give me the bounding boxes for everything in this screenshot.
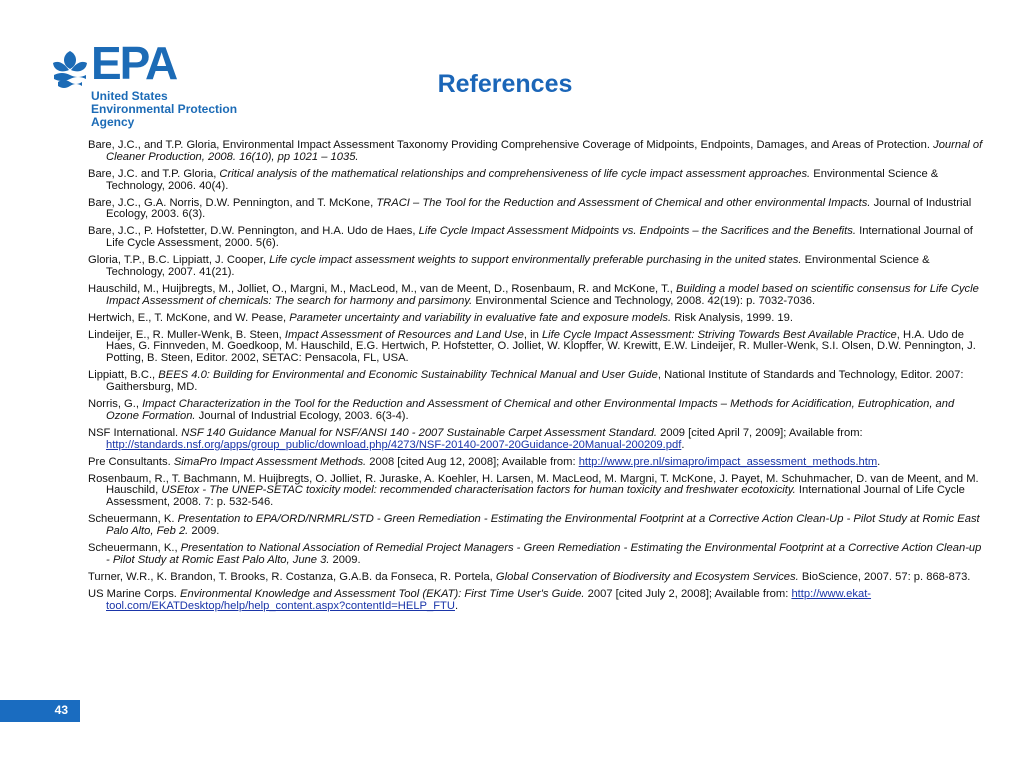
reference-item xyxy=(88,169,988,193)
reference-text: 2009. xyxy=(329,553,361,566)
reference-text: . xyxy=(681,438,685,451)
reference-item xyxy=(88,370,988,394)
reference-text: 2008 [cited Aug 12, 2008]; Available from: xyxy=(366,455,579,468)
reference-text: Bare, J.C., and T.P. Gloria, Environmental Impact Assessment Taxonomy Providing Comprehensive Coverage of Midpoints, Endpoints, Damages, and Areas of Protection. xyxy=(88,139,934,151)
reference-text: Bare, J.C., P. Hofstetter, D.W. Pennington, and H.A. Udo de Haes, xyxy=(88,225,419,238)
reference-title: Global Conservation of Biodiversity and Ecosystem Services. xyxy=(495,570,799,583)
reference-title: Presentation to EPA/ORD/NRMRL/STD - Green Remediation - Estimating the Environmental Footprint at a Corrective Action Clean-Up - Pilot Study at Romic East Palo Alto, Feb 2. xyxy=(106,513,980,537)
reference-title: Life Cycle Impact Assessment: Striving Towards Best Available Practice xyxy=(541,328,897,341)
reference-title: Life cycle impact assessment weights to support environmentally preferable purchasing in the united states. xyxy=(269,254,802,267)
reference-item xyxy=(88,589,988,613)
reference-link[interactable]: http://standards.nsf.org/apps/group_public/download.php/4273/NSF-20140-2007-20Guidance-20Manual-200209.pdf xyxy=(106,438,682,451)
reference-text: Pre Consultants. xyxy=(88,455,174,468)
reference-item xyxy=(88,255,988,279)
reference-text: , National Institute of Standards and Technology, Editor. 2007: Gaithersburg, MD. xyxy=(106,369,964,394)
reference-text: Lippiatt, B.C., xyxy=(88,369,159,382)
reference-title: Life Cycle Impact Assessment Midpoints vs. Endpoints – the Sacrifices and the Benefits. xyxy=(418,225,856,238)
reference-item xyxy=(88,198,988,222)
reference-item xyxy=(88,572,988,584)
reference-text: 2009 [cited April 7, 2009]; Available from: xyxy=(657,426,863,439)
reference-title: USEtox - The UNEP-SETAC toxicity model: recommended characterisation factors for human toxicity and freshwater ecotoxicity. xyxy=(161,484,796,497)
reference-text: Environmental Science & Technology, 2006. 40(4). xyxy=(106,167,939,192)
reference-title: Presentation to National Association of Remedial Project Managers - Green Remediation - Estimating the Environmental Footprint at a Corrective Action Clean-up - Pilot Study at Romic East Palo Alto, June 3. xyxy=(106,541,982,566)
page-number: 43 xyxy=(54,703,68,717)
reference-text: BioScience, 2007. 57: p. 868-873. xyxy=(798,570,971,583)
reference-text: Environmental Science and Technology, 2008. 42(19): p. 7032-7036. xyxy=(472,294,816,307)
reference-title: Environmental Knowledge and Assessment Tool (EKAT): First Time User's Guide. xyxy=(180,587,585,600)
agency-line-2: Environmental Protection xyxy=(91,102,238,116)
reference-text: Hauschild, M., Huijbregts, M., Jolliet, O., Margni, M., MacLeod, M., van de Meent, D., Rosenbaum, R. and McKone, T., xyxy=(88,282,676,295)
reference-item xyxy=(88,474,988,509)
reference-title: Critical analysis of the mathematical relationships and comprehensiveness of life cycle impact assessment approaches. xyxy=(219,167,811,180)
reference-text: , H.A. Udo de Haes, G. Finnveden, M. Goedkoop, M. Hauschild, E.G. Hertwich, P. Hofstetter, O. Jolliet, W. Klopffer, W. Krewitt, E.W. Lindeijer, R. Muller-Wenk, S.I. Olsen, D.W. Pennington, J. Potting, B. Steen, Editor. 2002, SETAC: Pensacola, FL, USA. xyxy=(106,328,976,365)
reference-text: Hertwich, E., T. McKone, and W. Pease, xyxy=(88,311,290,324)
page-number-bar xyxy=(0,700,80,722)
page-title: References xyxy=(437,70,573,98)
agency-line-3: Agency xyxy=(91,115,135,129)
reference-list xyxy=(88,140,988,617)
reference-text: Bare, J.C., G.A. Norris, D.W. Pennington, and T. McKone, xyxy=(88,196,377,209)
reference-text: Turner, W.R., K. Brandon, T. Brooks, R. Costanza, G.A.B. da Fonseca, R. Portela, xyxy=(88,570,496,583)
epa-wordmark: EPA xyxy=(91,37,177,89)
reference-text: Norris, G., xyxy=(88,398,143,411)
reference-text: 2007 [cited July 2, 2008]; Available from: xyxy=(584,587,792,600)
reference-title: NSF 140 Guidance Manual for NSF/ANSI 140 - 2007 Sustainable Carpet Assessment Standard. xyxy=(181,426,658,439)
reference-text: Journal of Industrial Ecology, 2003. 6(3). xyxy=(106,196,972,221)
reference-text: Bare, J.C. and T.P. Gloria, xyxy=(88,167,220,180)
reference-text: 2009. xyxy=(188,524,220,537)
reference-title: BEES 4.0: Building for Environmental and Economic Sustainability Technical Manual and User Guide xyxy=(158,369,658,382)
reference-title: Impact Characterization in the Tool for the Reduction and Assessment of Chemical and other Environmental Impacts – Methods for Acidification, Eutrophication, and Ozone Formation. xyxy=(106,398,955,422)
reference-text: Risk Analysis, 1999. 19. xyxy=(671,311,793,324)
reference-item xyxy=(88,140,988,164)
reference-link[interactable]: http://www.ekat-tool.com/EKATDesktop/help/help_content.aspx?contentId=HELP_FTU xyxy=(106,587,872,612)
reference-text: Gloria, T.P., B.C. Lippiatt, J. Cooper, xyxy=(88,254,270,267)
reference-item xyxy=(88,330,988,365)
reference-title: TRACI – The Tool for the Reduction and Assessment of Chemical and other environmental Impacts. xyxy=(376,196,871,209)
reference-title: Impact Assessment of Resources and Land Use xyxy=(284,328,524,341)
epa-flower-icon xyxy=(50,49,90,91)
reference-item xyxy=(88,313,988,325)
reference-item xyxy=(88,428,988,452)
agency-line-1: United States xyxy=(91,89,168,103)
reference-item xyxy=(88,543,988,567)
reference-text: Rosenbaum, R., T. Bachmann, M. Huijbregts, O. Jolliet, R. Juraske, A. Koehler, H. Larsen, M. MacLeod, M. Margni, T. McKone, J. Payet, M. Schuhmacher, D. van de Meent, and M. Hauschild, xyxy=(88,472,979,497)
reference-text: NSF International. xyxy=(88,426,182,439)
reference-text: Scheuermann, K. xyxy=(88,513,178,526)
reference-link[interactable]: http://www.pre.nl/simapro/impact_assessment_methods.htm xyxy=(578,455,878,468)
reference-text: International Journal of Life Cycle Assessment, 2008. 7: p. 532-546. xyxy=(106,484,965,509)
reference-item xyxy=(88,284,988,308)
reference-text: , in xyxy=(523,328,542,341)
reference-item xyxy=(88,457,988,469)
reference-title: Journal of Cleaner Production, 2008. 16(10), pp 1021 – 1035. xyxy=(106,139,983,163)
reference-text: Lindeijer, E., R. Muller-Wenk, B. Steen, xyxy=(88,328,285,341)
reference-text: US Marine Corps. xyxy=(88,587,181,600)
reference-text: . xyxy=(877,455,881,468)
reference-text: Scheuermann, K., xyxy=(88,541,181,554)
reference-title: SimaPro Impact Assessment Methods. xyxy=(173,455,367,468)
reference-item xyxy=(88,399,988,423)
reference-text: International Journal of Life Cycle Assessment, 2000. 5(6). xyxy=(106,225,973,250)
reference-text: . xyxy=(454,599,459,612)
reference-text: Environmental Science & Technology, 2007. 41(21). xyxy=(106,254,930,278)
reference-item xyxy=(88,514,988,538)
reference-title: Building a model based on scientific consensus for Life Cycle Impact Assessment of chemicals: The search for harmony and parsimony. xyxy=(106,282,979,307)
reference-title: Parameter uncertainty and variability in evaluative fate and exposure models. xyxy=(289,311,672,324)
reference-text: Journal of Industrial Ecology, 2003. 6(3-4). xyxy=(195,409,409,422)
reference-item xyxy=(88,226,988,250)
